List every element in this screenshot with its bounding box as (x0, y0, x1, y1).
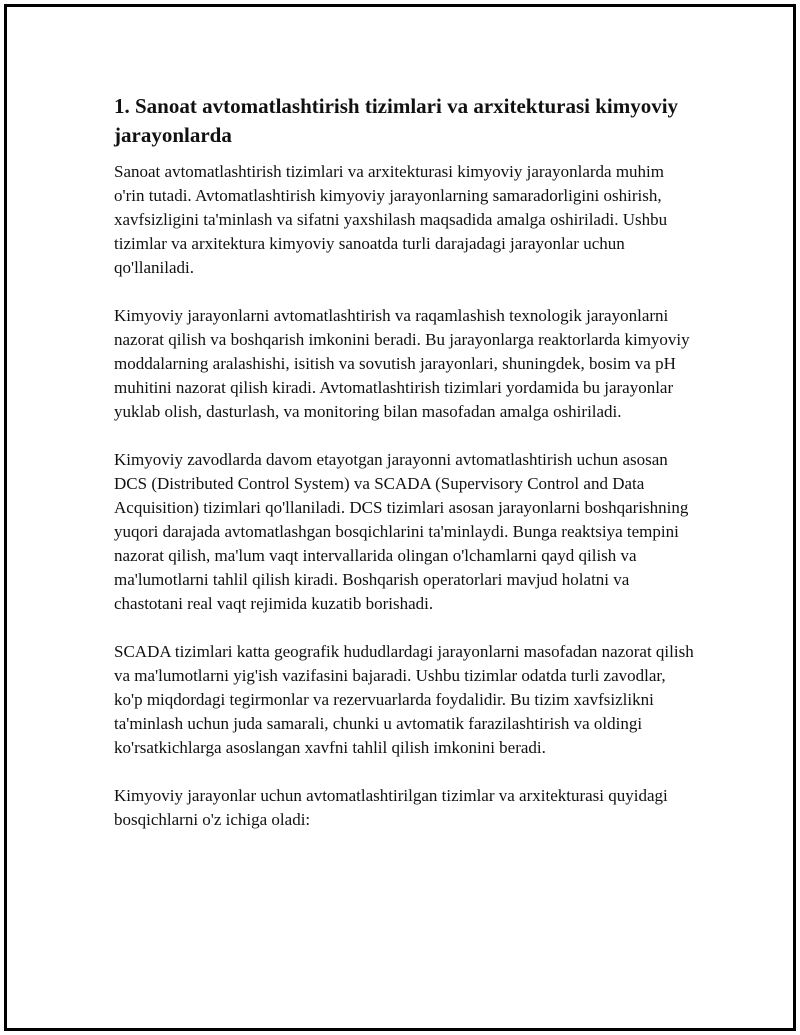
paragraph-scada: SCADA tizimlari katta geografik hududlardagi jarayonlarni masofadan nazorat qilish va ma'lumotlarni yig'ish vazifasini bajaradi. Ushbu tizimlar odatda turli zavodlar, ko'p miqdordagi tegirmonlar va rezervuarlarda foydalidir. Bu tizim xavfsizlikni ta'minlash uchun juda samarali, chunki u avtomatik farazilashtirish va oldingi ko'rsatkichlarga asoslangan xavfni tahlil qilish imkonini beradi. (114, 642, 694, 757)
document-body (114, 92, 694, 856)
paragraph-dcs: Kimyoviy zavodlarda davom etayotgan jarayonni avtomatlashtirish uchun asosan DCS (Distributed Control System) va SCADA (Supervisory Control and Data Acquisition) tizimlari qo'llaniladi. DCS tizimlari asosan jarayonlarni boshqarishning yuqori darajada avtomatlashgan bosqichlarini ta'minlaydi. Bunga reaktsiya tempini nazorat qilish, ma'lum vaqt intervallarida olingan o'lchamlarni qayd qilish va ma'lumotlarni tahlil qilish kiradi. Boshqarish operatorlari mavjud holatni va chastotani real vaqt rejimida kuzatib borishadi. (114, 450, 689, 613)
section-heading: 1. Sanoat avtomatlashtirish tizimlari va arxitekturasi kimyoviy jarayonlarda (114, 94, 679, 147)
paragraph-stages: Kimyoviy jarayonlar uchun avtomatlashtirilgan tizimlar va arxitekturasi quyidagi bosqichlarni o'z ichiga oladi: (114, 786, 668, 829)
paragraph-automation: Kimyoviy jarayonlarni avtomatlashtirish va raqamlashish texnologik jarayonlarni nazorat qilish va boshqarish imkonini beradi. Bu jarayonlarga reaktorlarda kimyoviy moddalarning aralashishi, isitish va sovutish jarayonlari, shuningdek, bosim va pH muhitini nazorat qilish kiradi. Avtomatlashtirish tizimlari yordamida bu jarayonlar yuklab olish, dasturlash, va monitoring bilan masofadan amalga oshiriladi. (114, 306, 690, 421)
paragraph-intro: Sanoat avtomatlashtirish tizimlari va arxitekturasi kimyoviy jarayonlarda muhim o'rin tutadi. Avtomatlashtirish kimyoviy jarayonlarning samaradorligini oshirish, xavfsizligini ta'minlash va sifatni yaxshilash maqsadida amalga oshiriladi. Ushbu tizimlar va arxitektura kimyoviy sanoatda turli darajadagi jarayonlar uchun qo'llaniladi. (114, 162, 668, 277)
